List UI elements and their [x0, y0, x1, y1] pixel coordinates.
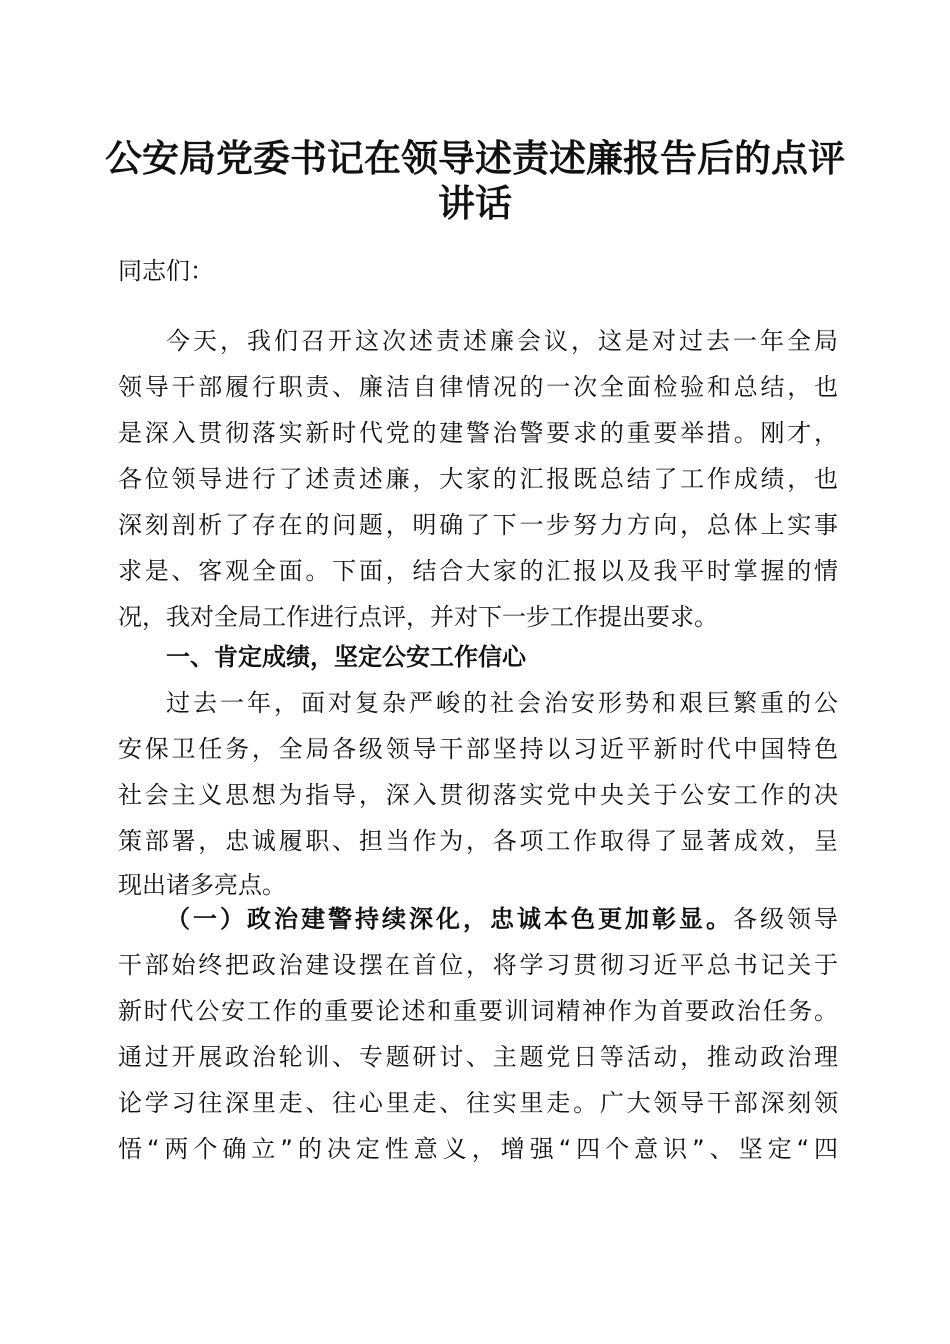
paragraph-3-line-6: 悟“两个确立”的决定性意义，增强“四个意识”、坚定“四	[118, 1135, 838, 1163]
paragraph-2-line-5: 现出诸多亮点。	[118, 871, 286, 899]
paragraph-3-line-3: 新时代公安工作的重要论述和重要训词精神作为首要政治任务。	[118, 997, 838, 1025]
paragraph-1-line-4: 各位领导进行了述责述廉，大家的汇报既总结了工作成绩，也	[118, 465, 838, 493]
paragraph-3-line-5: 论学习往深里走、往心里走、往实里走。广大领导干部深刻领	[118, 1089, 838, 1117]
document-title-line-2: 讲话	[438, 181, 512, 225]
paragraph-3-line-2: 干部始终把政治建设摆在首位，将学习贯彻习近平总书记关于	[118, 951, 838, 979]
paragraph-2-line-3: 社会主义思想为指导，深入贯彻落实党中央关于公安工作的决	[118, 781, 838, 809]
paragraph-3-line-1-rest: 各级领导	[733, 905, 838, 933]
section-heading-1: 一、肯定成绩，坚定公安工作信心	[166, 643, 526, 671]
paragraph-1-line-1: 今天，我们召开这次述责述廉会议，这是对过去一年全局	[166, 327, 838, 355]
document-title-line-1: 公安局党委书记在领导述责述廉报告后的点评	[105, 136, 845, 180]
salutation: 同志们：	[118, 257, 214, 285]
paragraph-2-line-2: 安保卫任务，全局各级领导干部坚持以习近平新时代中国特色	[118, 735, 838, 763]
paragraph-2-line-4: 策部署，忠诚履职、担当作为，各项工作取得了显著成效，呈	[118, 827, 838, 855]
paragraph-1-line-2: 领导干部履行职责、廉洁自律情况的一次全面检验和总结，也	[118, 373, 838, 401]
paragraph-3-line-1	[166, 896, 838, 942]
paragraph-3-line-4: 通过开展政治轮训、专题研讨、主题党日等活动，推动政治理	[118, 1043, 838, 1071]
subsection-heading-1: （一）政治建警持续深化，忠诚本色更加彰显。	[166, 905, 733, 933]
paragraph-2-line-1: 过去一年，面对复杂严峻的社会治安形势和艰巨繁重的公	[166, 689, 838, 717]
paragraph-1-line-5: 深刻剖析了存在的问题，明确了下一步努力方向，总体上实事	[118, 511, 838, 539]
paragraph-1-line-3: 是深入贯彻落实新时代党的建警治警要求的重要举措。刚才，	[118, 419, 838, 447]
paragraph-1-line-6: 求是、客观全面。下面，结合大家的汇报以及我平时掌握的情	[118, 557, 838, 585]
paragraph-1-line-7: 况，我对全局工作进行点评，并对下一步工作提出要求。	[118, 603, 718, 631]
